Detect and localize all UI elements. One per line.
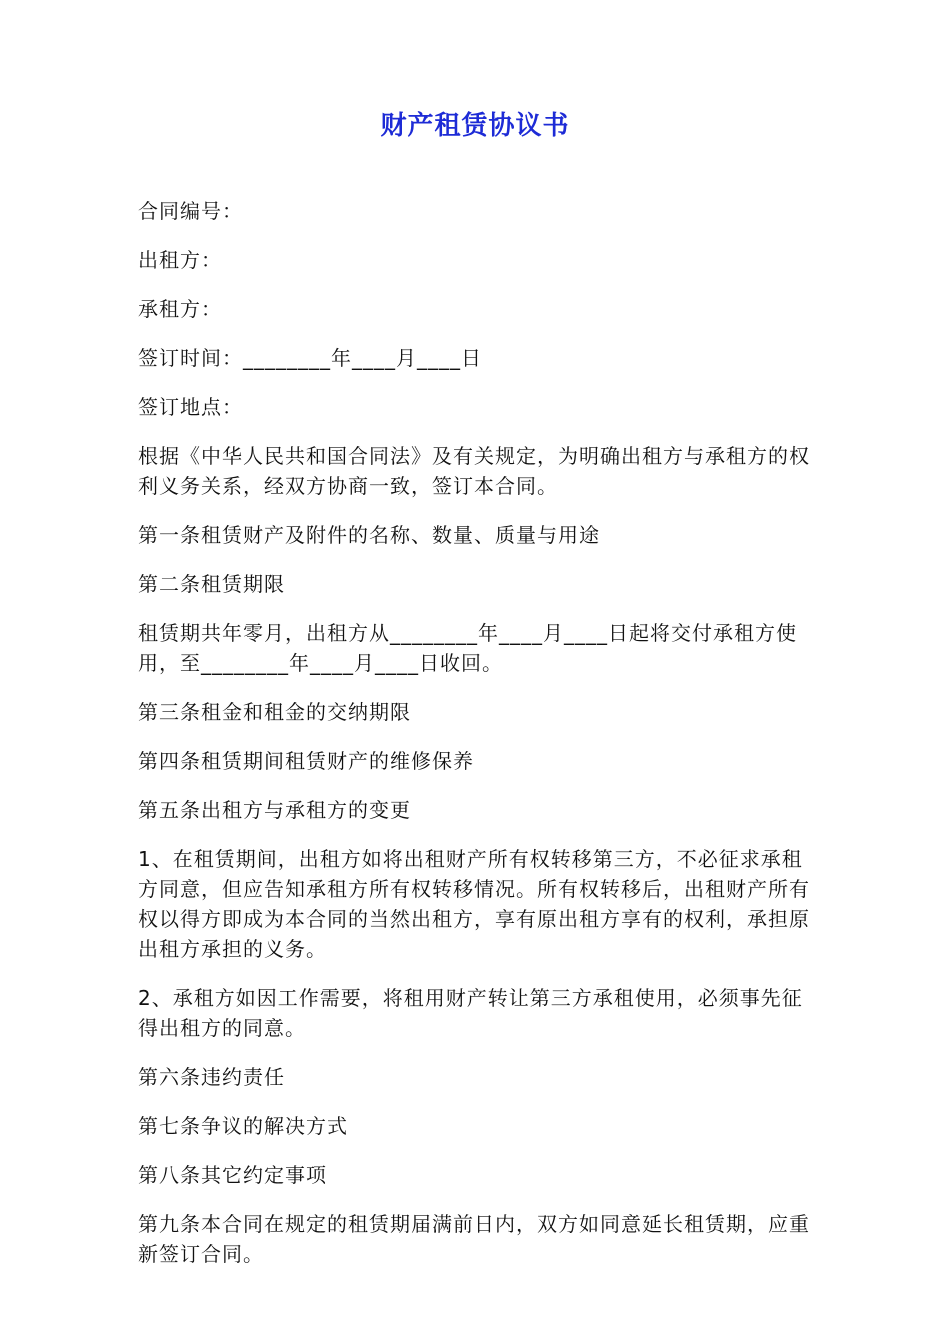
preamble-paragraph: 根据《中华人民共和国合同法》及有关规定，为明确出租方与承租方的权利义务关系，经双方协商一致，签订本合同。 (138, 444, 810, 498)
document-body (138, 196, 818, 1288)
signing-place-line: 签订地点： (138, 395, 243, 419)
signing-date-line: 签订时间：________年____月____日 (138, 346, 482, 370)
lease-term-paragraph: 租赁期共年零月，出租方从________年____月____日起将交付承租方使用，至________年____月____日收回。 (138, 621, 797, 675)
clause-5-1-paragraph: 1、在租赁期间，出租方如将出租财产所有权转移第三方，不必征求承租方同意，但应告知承租方所有权转移情况。所有权转移后，出租财产所有权以得方即成为本合同的当然出租方，享有原出租方享有的权利，承担原出租方承担的义务。 (138, 847, 810, 961)
article-7-heading: 第七条争议的解决方式 (138, 1114, 348, 1138)
article-2-heading: 第二条租赁期限 (138, 572, 285, 596)
lessee-line: 承租方： (138, 297, 222, 321)
article-5-heading: 第五条出租方与承租方的变更 (138, 798, 411, 822)
article-9-paragraph: 第九条本合同在规定的租赁期届满前日内，双方如同意延长租赁期，应重新签订合同。 (138, 1212, 810, 1266)
article-4-heading: 第四条租赁期间租赁财产的维修保养 (138, 749, 474, 773)
article-1-heading: 第一条租赁财产及附件的名称、数量、质量与用途 (138, 523, 600, 547)
contract-number-line: 合同编号： (138, 199, 243, 223)
clause-5-2-paragraph: 2、承租方如因工作需要，将租用财产转让第三方承租使用，必须事先征得出租方的同意。 (138, 986, 803, 1040)
article-3-heading: 第三条租金和租金的交纳期限 (138, 700, 411, 724)
document-title: 财产租赁协议书 (380, 111, 570, 141)
article-8-heading: 第八条其它约定事项 (138, 1163, 327, 1187)
article-6-heading: 第六条违约责任 (138, 1065, 285, 1089)
lessor-line: 出租方： (138, 248, 222, 272)
